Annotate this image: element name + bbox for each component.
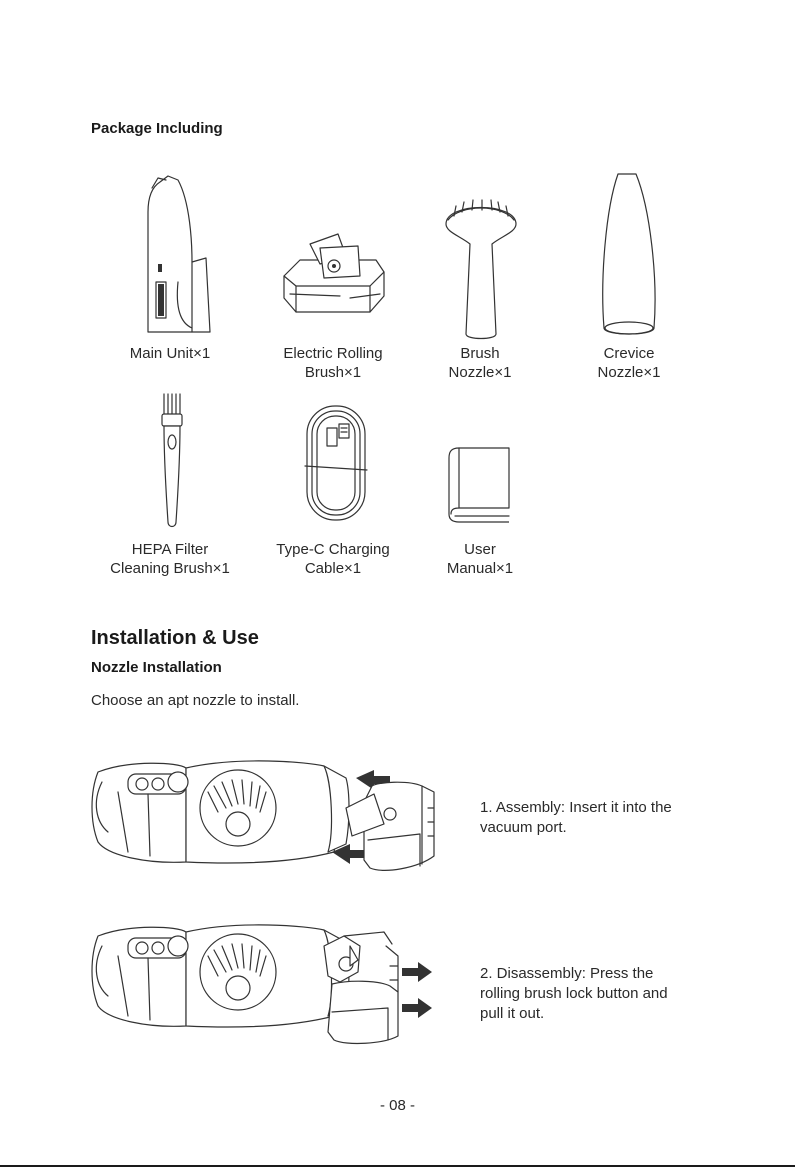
- electric-rolling-brush-image: [280, 228, 388, 318]
- step-1-line-2: vacuum port.: [480, 819, 567, 836]
- step-2-line-3: pull it out.: [480, 1005, 545, 1022]
- step-2-instructions: [480, 964, 668, 1024]
- installation-intro: Choose an apt nozzle to install.: [91, 692, 300, 709]
- step-1-instructions: [480, 798, 672, 838]
- caption-type-c-cable: Type-C Charging Cable×1: [276, 541, 390, 577]
- caption-brush-nozzle: Brush Nozzle×1: [448, 345, 512, 381]
- main-unit-image: [138, 172, 218, 340]
- caption-user-manual: User Manual×1: [446, 541, 514, 577]
- page-number: - 08 -: [379, 1097, 415, 1114]
- type-c-cable-image: [303, 402, 369, 524]
- assembly-illustration: [88, 752, 440, 882]
- package-heading: Package Including: [91, 120, 223, 137]
- installation-heading: Installation & Use: [91, 627, 259, 649]
- user-manual-image: [445, 444, 515, 526]
- step-2-line-2: rolling brush lock button and: [480, 985, 668, 1002]
- brush-nozzle-image: [440, 192, 522, 342]
- step-1-line-1: 1. Assembly: Insert it into the: [480, 799, 672, 816]
- caption-hepa-brush: HEPA Filter Cleaning Brush×1: [110, 541, 230, 577]
- caption-rolling-brush: Electric Rolling Brush×1: [283, 345, 383, 381]
- hepa-cleaning-brush-image: [154, 392, 190, 532]
- bottom-rule: [0, 1165, 795, 1167]
- crevice-nozzle-image: [598, 168, 658, 340]
- caption-main-unit: Main Unit×1: [129, 345, 211, 362]
- disassembly-illustration: [88, 916, 440, 1046]
- caption-crevice-nozzle: Crevice Nozzle×1: [597, 345, 661, 381]
- step-2-line-1: 2. Disassembly: Press the: [480, 965, 654, 982]
- nozzle-installation-subheading: Nozzle Installation: [91, 659, 222, 676]
